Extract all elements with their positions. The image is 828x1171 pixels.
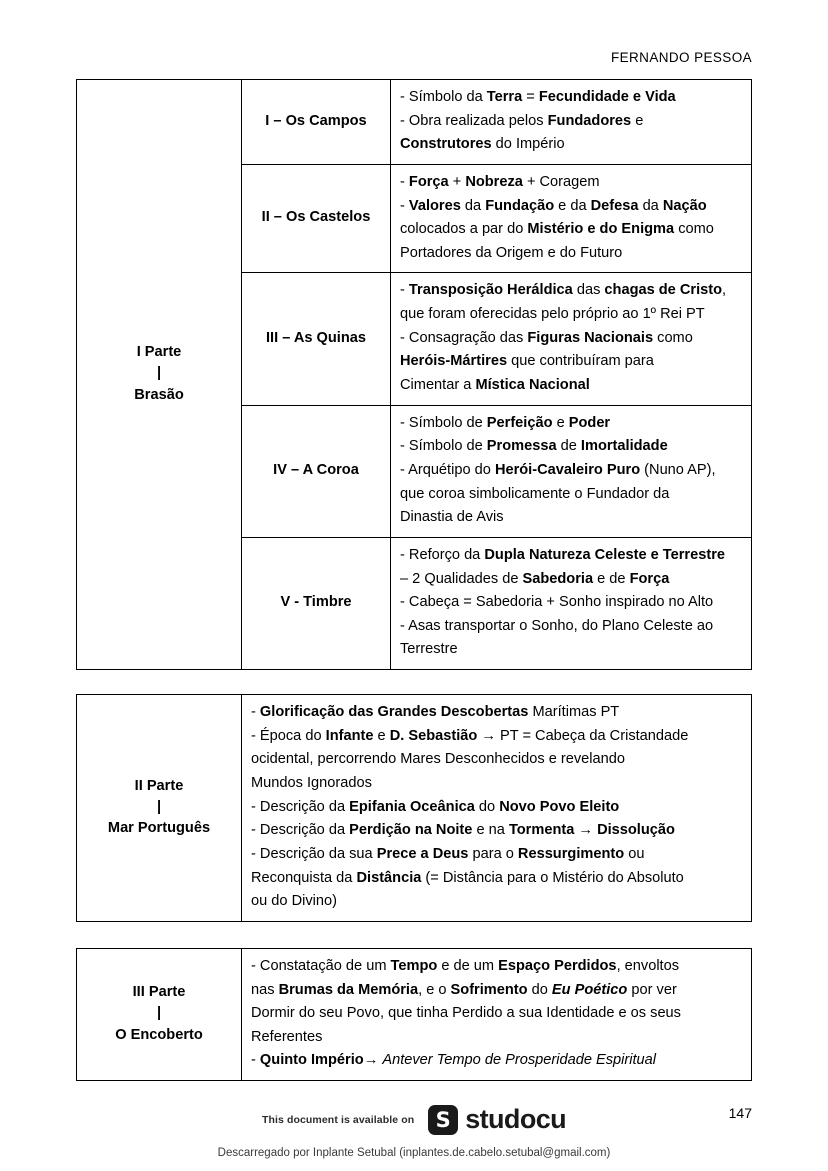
content-line bbox=[400, 110, 742, 134]
page-number: 147 bbox=[728, 1105, 752, 1121]
text-segment: Eu Poético bbox=[551, 981, 628, 998]
text-segment: e de um bbox=[437, 957, 499, 974]
text-segment: Prece a Deus bbox=[376, 845, 469, 862]
text-segment: Figuras Nacionais bbox=[527, 329, 654, 346]
text-segment: que foram oferecidas pelo próprio ao 1º Rei PT bbox=[400, 306, 705, 323]
text-segment: Sabedoria bbox=[522, 570, 594, 587]
row-sublabel: V - Timbre bbox=[242, 537, 391, 669]
text-segment: (Nuno AP), bbox=[640, 461, 716, 478]
content-line bbox=[400, 615, 742, 639]
text-segment: Quinto Império bbox=[259, 1052, 364, 1069]
text-segment: → bbox=[363, 1052, 383, 1069]
table-row bbox=[77, 948, 752, 1080]
text-segment: colocados a par do bbox=[400, 221, 528, 238]
content-line bbox=[400, 133, 742, 157]
content-line bbox=[400, 279, 742, 303]
text-segment: ou bbox=[624, 845, 645, 862]
text-segment: - Obra realizada pelos bbox=[400, 112, 548, 129]
content-line bbox=[251, 1026, 742, 1050]
text-segment: Epifania Oceânica bbox=[349, 798, 475, 815]
content-line bbox=[251, 772, 742, 796]
content-line bbox=[400, 218, 742, 242]
content-line bbox=[400, 544, 742, 568]
text-segment: + Coragem bbox=[522, 173, 600, 190]
text-segment: Construtores bbox=[400, 136, 492, 153]
text-segment: - bbox=[400, 173, 409, 190]
text-segment: ou do Divino) bbox=[251, 893, 337, 910]
text-segment: Perfeição bbox=[486, 414, 553, 431]
text-segment: Dormir do seu Povo, que tinha Perdido a sua Identidade e os seus bbox=[251, 1005, 681, 1022]
content-line bbox=[400, 435, 742, 459]
text-segment: Fundadores bbox=[547, 112, 632, 129]
content-line bbox=[251, 890, 742, 914]
text-segment: Terrestre bbox=[400, 641, 458, 658]
text-segment: Dinastia de Avis bbox=[400, 509, 504, 526]
text-segment: Dissolução bbox=[597, 822, 675, 839]
text-segment: como bbox=[653, 329, 693, 346]
text-segment: - Símbolo da bbox=[400, 89, 487, 105]
text-segment: da bbox=[638, 197, 663, 214]
content-line bbox=[400, 303, 742, 327]
studocu-footer bbox=[0, 1104, 828, 1135]
label-line: | bbox=[156, 1005, 162, 1022]
content-line bbox=[400, 327, 742, 351]
text-segment: - bbox=[400, 282, 409, 299]
text-segment: e bbox=[552, 414, 569, 431]
table-body bbox=[77, 695, 752, 922]
table-body bbox=[77, 948, 752, 1080]
content-line bbox=[400, 171, 742, 195]
text-segment: e de bbox=[593, 570, 630, 587]
studocu-logo[interactable] bbox=[428, 1104, 566, 1135]
row-sublabel: IV – A Coroa bbox=[242, 405, 391, 537]
text-segment: de bbox=[556, 438, 581, 455]
page-header: FERNANDO PESSOA bbox=[610, 50, 752, 65]
text-segment: Distância bbox=[356, 869, 422, 886]
download-note: Descarregado por Inplante Setubal (inplantes.de.cabelo.setubal@gmail.com) bbox=[217, 1147, 611, 1159]
text-segment: = bbox=[522, 89, 539, 105]
text-segment: - Descrição da bbox=[251, 822, 350, 839]
content-line bbox=[400, 568, 742, 592]
text-segment: - Descrição da bbox=[251, 798, 350, 815]
text-segment: Dupla Natureza Celeste e Terrestre bbox=[484, 546, 725, 563]
label-line: O Encoberto bbox=[115, 1026, 203, 1043]
label-stack bbox=[86, 342, 232, 405]
table-part-2 bbox=[76, 694, 752, 922]
content-line bbox=[251, 796, 742, 820]
text-segment: Fecundidade e Vida bbox=[538, 89, 676, 105]
text-segment: - Reforço da bbox=[400, 546, 485, 563]
text-segment: - Arquétipo do bbox=[400, 461, 495, 478]
text-segment: Força bbox=[408, 173, 449, 190]
text-segment: da bbox=[460, 197, 486, 214]
text-segment: Nação bbox=[662, 197, 707, 214]
text-segment: para o bbox=[468, 845, 518, 862]
content-line bbox=[400, 506, 742, 530]
table-part-3 bbox=[76, 948, 752, 1081]
text-segment: Portadores da Origem e do Futuro bbox=[400, 244, 623, 261]
text-segment: nas bbox=[251, 981, 279, 998]
text-segment: Mistério e do Enigma bbox=[527, 221, 675, 238]
content-line bbox=[400, 86, 742, 110]
text-segment: , bbox=[722, 282, 727, 299]
text-segment: Nobreza bbox=[465, 173, 523, 190]
text-segment: Herói-Cavaleiro Puro bbox=[494, 461, 641, 478]
text-segment: Promessa bbox=[486, 438, 557, 455]
row-sublabel: II – Os Castelos bbox=[242, 164, 391, 273]
content-line bbox=[400, 350, 742, 374]
content-line bbox=[400, 195, 742, 219]
text-segment: Reconquista da bbox=[251, 869, 357, 886]
text-segment: - Símbolo de bbox=[400, 438, 487, 455]
text-segment: que contribuíram para bbox=[507, 353, 654, 370]
text-segment: Mística Nacional bbox=[475, 377, 590, 394]
content-line bbox=[251, 867, 742, 891]
table-row bbox=[77, 80, 752, 165]
studocu-wordmark: studocu bbox=[465, 1104, 567, 1134]
text-segment: - Época do bbox=[251, 727, 326, 744]
text-segment: que coroa simbolicamente o Fundador da bbox=[400, 485, 670, 502]
text-segment: e na bbox=[472, 822, 509, 839]
text-segment: das bbox=[572, 282, 605, 299]
content-line bbox=[251, 725, 742, 749]
text-segment: → PT = Cabeça da Cristandade bbox=[477, 727, 689, 744]
label-line: II Parte bbox=[134, 777, 184, 794]
label-line: Mar Português bbox=[107, 820, 211, 837]
text-segment: Transposição Heráldica bbox=[408, 282, 573, 299]
row-content bbox=[391, 80, 752, 165]
label-stack bbox=[86, 982, 232, 1045]
text-segment: D. Sebastião bbox=[389, 727, 478, 744]
label-line: Brasão bbox=[134, 386, 184, 403]
label-line: | bbox=[156, 798, 162, 815]
content-line bbox=[400, 242, 742, 266]
text-segment: + bbox=[448, 173, 466, 190]
content-line bbox=[251, 1049, 742, 1073]
row-label-part-1 bbox=[77, 80, 242, 670]
content-line bbox=[400, 412, 742, 436]
content-line bbox=[251, 955, 742, 979]
text-segment: Força bbox=[629, 570, 670, 587]
text-segment: Infante bbox=[325, 727, 374, 744]
text-segment: Marítimas PT bbox=[528, 704, 620, 721]
row-label-part-2 bbox=[77, 695, 242, 922]
text-segment: - bbox=[400, 197, 409, 214]
text-segment: Heróis-Mártires bbox=[400, 353, 508, 370]
table-body bbox=[77, 80, 752, 670]
content-line bbox=[251, 748, 742, 772]
label-line: I Parte bbox=[136, 344, 182, 361]
content-line bbox=[251, 1002, 742, 1026]
text-segment: Brumas da Memória bbox=[278, 981, 419, 998]
studocu-mark-icon bbox=[428, 1105, 458, 1135]
text-segment: , envoltos bbox=[616, 957, 680, 974]
text-segment: chagas de Cristo bbox=[604, 282, 723, 299]
text-segment: , e o bbox=[418, 981, 451, 998]
text-segment: - bbox=[251, 704, 260, 721]
text-segment: - Descrição da sua bbox=[251, 845, 377, 862]
content-line bbox=[251, 819, 742, 843]
text-segment: e bbox=[631, 112, 644, 129]
content-line bbox=[400, 459, 742, 483]
content-line bbox=[400, 374, 742, 398]
row-label-part-3 bbox=[77, 948, 242, 1080]
text-segment: - Constatação de um bbox=[251, 957, 391, 974]
row-content bbox=[242, 695, 752, 922]
text-segment: - Asas transportar o Sonho, do Plano Celeste ao bbox=[400, 617, 714, 634]
content-line bbox=[400, 638, 742, 662]
text-segment: → bbox=[574, 822, 598, 839]
content-line bbox=[251, 979, 742, 1003]
text-segment: (= Distância para o Mistério do Absoluto bbox=[421, 869, 684, 886]
text-segment: Glorificação das Grandes Descobertas bbox=[259, 704, 529, 721]
text-segment: Cimentar a bbox=[400, 377, 476, 394]
text-segment: ocidental, percorrendo Mares Desconhecidos e revelando bbox=[251, 751, 625, 768]
row-content bbox=[391, 405, 752, 537]
row-sublabel: I – Os Campos bbox=[242, 80, 391, 165]
content-line bbox=[251, 701, 742, 725]
row-content bbox=[391, 273, 752, 405]
table-gap bbox=[76, 670, 752, 694]
text-segment: – 2 Qualidades de bbox=[400, 570, 523, 587]
label-line: | bbox=[156, 365, 162, 382]
text-segment: Sofrimento bbox=[450, 981, 528, 998]
label-stack bbox=[86, 776, 232, 839]
table-row bbox=[77, 695, 752, 922]
text-segment: Espaço Perdidos bbox=[498, 957, 617, 974]
content-line bbox=[400, 591, 742, 615]
text-segment: Valores bbox=[408, 197, 461, 214]
text-segment: Tormenta bbox=[508, 822, 575, 839]
text-segment: do bbox=[527, 981, 552, 998]
text-segment: Imortalidade bbox=[580, 438, 668, 455]
text-segment: Ressurgimento bbox=[517, 845, 625, 862]
text-segment: Tempo bbox=[390, 957, 438, 974]
content-line bbox=[251, 843, 742, 867]
text-segment: do Império bbox=[491, 136, 565, 153]
table-gap bbox=[76, 922, 752, 948]
text-segment: Novo Povo Eleito bbox=[499, 798, 620, 815]
row-content bbox=[242, 948, 752, 1080]
text-segment: - bbox=[251, 1052, 260, 1069]
row-content bbox=[391, 164, 752, 273]
text-segment: Mundos Ignorados bbox=[251, 775, 372, 792]
row-content bbox=[391, 537, 752, 669]
text-segment: como bbox=[674, 221, 714, 238]
label-line: III Parte bbox=[132, 984, 186, 1001]
available-on-label: This document is available on bbox=[261, 1113, 415, 1126]
text-segment: Referentes bbox=[251, 1028, 323, 1045]
text-segment: por ver bbox=[627, 981, 677, 998]
text-segment: Terra bbox=[486, 89, 523, 105]
text-segment: Defesa bbox=[590, 197, 639, 214]
content-line bbox=[400, 483, 742, 507]
text-segment: - Cabeça = Sabedoria + Sonho inspirado no Alto bbox=[400, 594, 714, 611]
text-segment: Perdição na Noite bbox=[349, 822, 473, 839]
text-segment: do bbox=[474, 798, 500, 815]
text-segment: Antever Tempo de Prosperidade Espiritual bbox=[382, 1052, 657, 1069]
table-part-1 bbox=[76, 79, 752, 670]
text-segment: e da bbox=[554, 197, 591, 214]
text-segment: Poder bbox=[568, 414, 611, 431]
text-segment: - Consagração das bbox=[400, 329, 528, 346]
text-segment: e bbox=[373, 727, 390, 744]
text-segment: - Símbolo de bbox=[400, 414, 487, 431]
text-segment: Fundação bbox=[485, 197, 555, 214]
row-sublabel: III – As Quinas bbox=[242, 273, 391, 405]
